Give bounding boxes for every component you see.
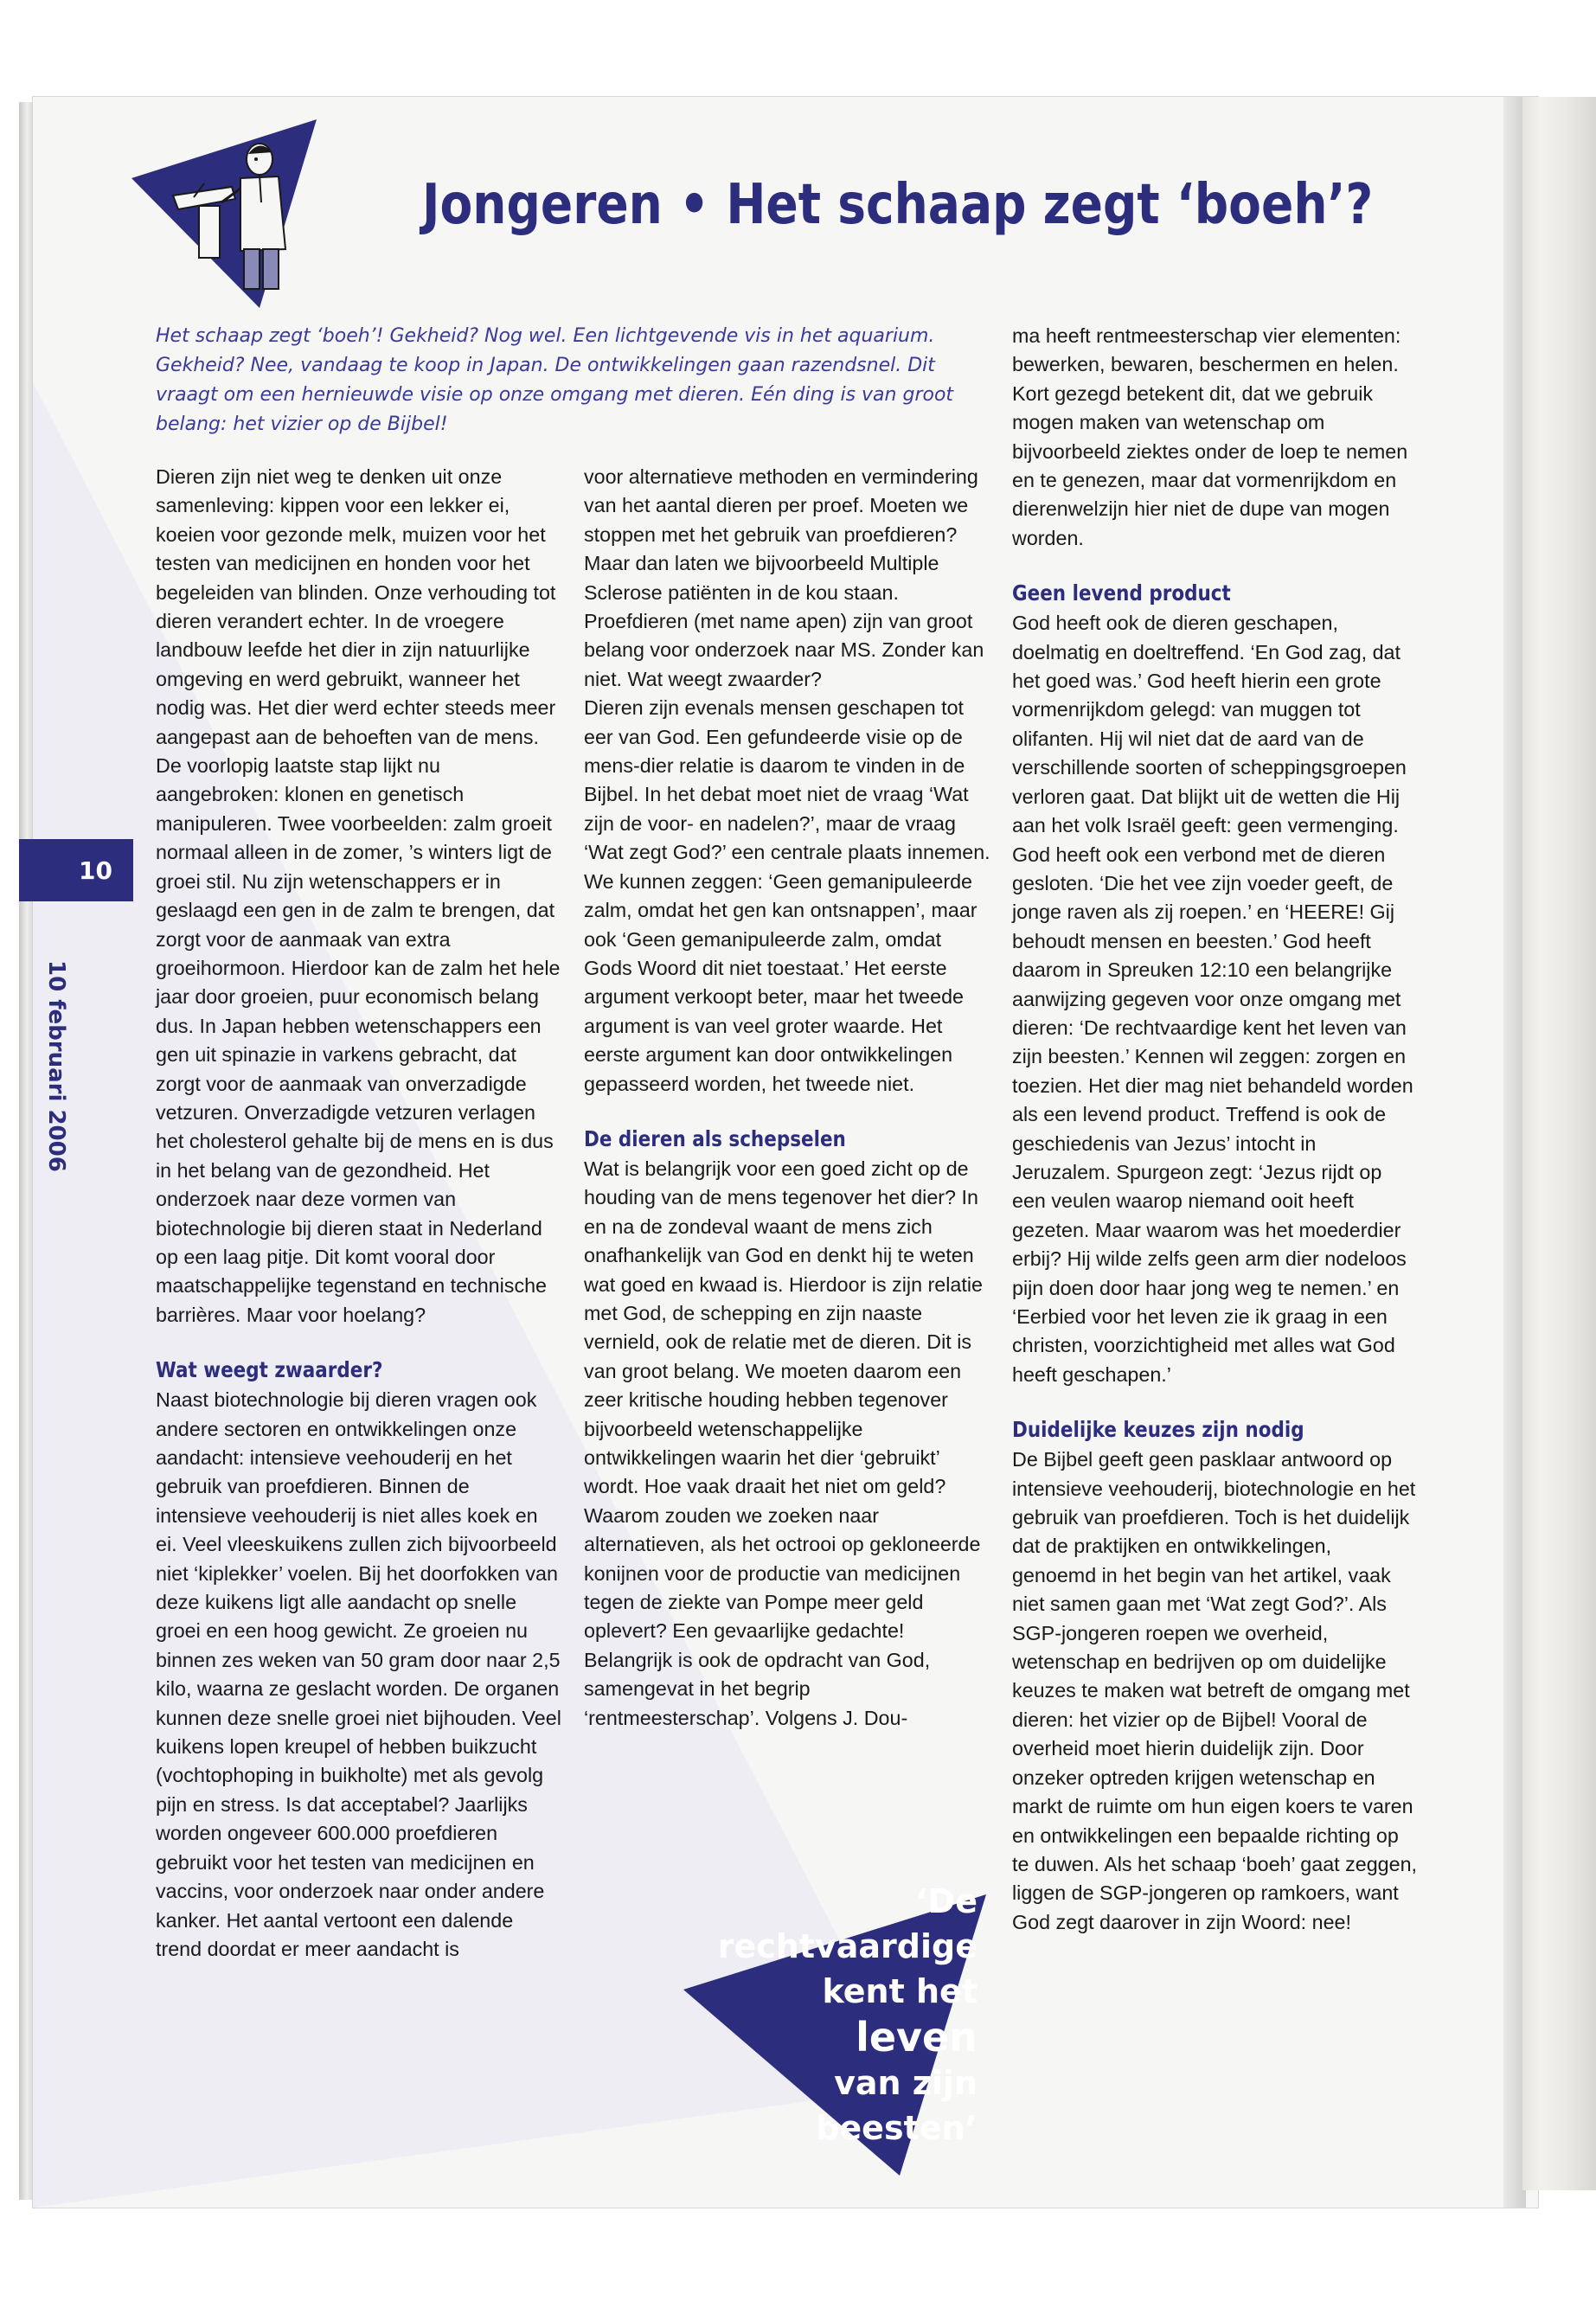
column-3	[1012, 322, 1419, 1937]
paragraph: Naast biotechnologie bij dieren vragen ook andere sectoren en ontwikkelingen onze aandacht: intensieve veehouderij en het gebruik van proefdieren. Binnen de intensieve veehouderij is niet alles koek en ei. Veel vleeskuikens zullen zich bijvoorbeeld niet ‘kiplekker’ voelen. Bij het doorfokken van deze kuikens ligt alle aandacht op snelle groei en een hoog gewicht. Ze groeien nu binnen zes weken van 50 gram door naar 2,5 kilo, waarna ze geslacht worden. De organen kunnen deze snelle groei niet bijhouden. Veel kuikens lopen kreupel of hebben buikzucht (vochtophoping in buikholte) met als gevolg pijn en stress. Is dat acceptabel? Jaarlijks worden ongeveer 600.000 proefdieren gebruikt voor het testen van medicijnen en vaccins, voor onderzoek naar onder andere kanker. Het aantal vertoont een dalende trend doordat er meer aandacht is	[156, 1388, 561, 1960]
pull-quote-line: leven	[856, 2014, 977, 2061]
pull-quote-line: kent het	[822, 1972, 977, 2010]
paragraph: ma heeft rentmeesterschap vier elementen: bewerken, bewaren, beschermen en helen. Kort gezegd betekent dit, dat we gebruik mogen maken van wetenschap om bijvoorbeeld ziektes onder de loep te nemen en te genezen, maar dat vormenrijkdom en dierenwelzijn hier niet de dupe van mogen worden.	[1012, 324, 1408, 549]
article-intro: Het schaap zegt ‘boeh’! Gekheid? Nog wel. Een lichtgevende vis in het aquarium. Gekheid? Nee, vandaag te koop in Japan. De ontwikkelingen gaan razendsnel. Dit vraagt om een hernieuwde visie op onze omgang met dieren. Eén ding is van groot belang: het vizier op de Bijbel!	[156, 325, 954, 435]
subheading: Geen levend product	[1012, 580, 1231, 606]
pull-quote-line: beesten’	[816, 2109, 977, 2147]
speaker-logo-icon	[130, 119, 329, 310]
column-2	[584, 463, 990, 1733]
paragraph: Dieren zijn evenals mensen geschapen tot eer van God. Een gefundeerde visie op de mens-dier relatie is daarom te vinden in de Bijbel. In het debat moet niet de vraag ‘Wat zijn de voor- en nadelen?’, maar de vraag ‘Wat zegt God?’ een centrale plaats innemen. We kunnen zeggen: ‘Geen gemanipuleerde zalm, omdat het gen kan ontsnappen’, maar ook ‘Geen gemanipuleerde zalm, omdat Gods Woord dit niet toestaat.’ Het eerste argument verkoopt beter, maar het tweede argument is van veel groter waarde. Het eerste argument kan door ontwikkelingen gepasseerd worden, het tweede niet.	[584, 696, 990, 1095]
paragraph: De Bijbel geeft geen pasklaar antwoord op intensieve veehouderij, biotechnologie en het gebruik van proefdieren. Toch is het duidelijk dat de praktijken en ontwikkelingen, genoemd in het begin van het artikel, vaak niet samen gaan met ‘Wat zegt God?’. Als SGP-jongeren roepen we overheid, wetenschap en bedrijven op om duidelijke keuzes te maken wat betreft de omgang met dieren: het vizier op de Bijbel! Vooral de overheid moet hierin duidelijk zijn. Door onzeker optreden krijgen wetenschap en markt de ruimte om hun eigen koers te varen en ontwikkelingen een bepaalde richting op te duwen. Als het schaap ‘boeh’ gaat zeggen, liggen de SGP-jongeren op ramkoers, want God zegt daarover in zijn Woord: nee!	[1012, 1448, 1418, 1933]
paragraph: Wat is belangrijk voor een goed zicht op de houding van de mens tegenover het dier? In en na de zondeval waant de mens zich onafhankelijk van God en denkt hij te weten wat goed en kwaad is. Hierdoor is zijn relatie met God, de schepping en zijn naaste vernield, ook de relatie met de dieren. Dit is van groot belang. We moeten daarom een zeer kritische houding hebben tegenover bijvoorbeeld wetenschappelijke ontwikkelingen waarin het dier ‘gebruikt’ wordt. Hoe vaak draait het niet om geld? Waarom zouden we zoeken naar alternatieven, als het octrooi op gekloneerde konijnen voor de productie van medicijnen tegen de ziekte van Pompe meer geld oplevert? Een gevaarlijke gedachte! Belangrijk is ook de opdracht van God, samengevat in het begrip ‘rentmeesterschap’. Volgens J. Dou-	[584, 1157, 983, 1729]
subheading: Wat weegt zwaarder?	[156, 1357, 383, 1383]
pull-quote-line: rechtvaardige	[717, 1927, 977, 1965]
subheading: Duidelijke keuzes zijn nodig	[1012, 1417, 1304, 1443]
paragraph: voor alternatieve methoden en vermindering van het aantal dieren per proef. Moeten we stoppen met het gebruik van proefdieren? Maar dan laten we bijvoorbeeld Multiple Sclerose patiënten in de kou staan. Proefdieren (met name apen) zijn van groot belang voor onderzoek naar MS. Zonder kan niet. Wat weegt zwaarder?	[584, 465, 984, 690]
page-number: 10	[79, 856, 112, 885]
column-1	[156, 463, 562, 1964]
article-title: Jongeren • Het schaap zegt ‘boeh’?	[422, 173, 1374, 237]
pull-quote-line: van zijn	[834, 2064, 977, 2102]
paragraph: Dieren zijn niet weg te denken uit onze samenleving: kippen voor een lekker ei, koeien voor gezonde melk, muizen voor het testen van medicijnen en honden voor het begeleiden van blinden. Onze verhouding tot dieren verandert echter. In de vroegere landbouw leefde het dier in zijn natuurlijke omgeving en werd gebruikt, wanneer het nodig was. Het dier werd echter steeds meer aangepast aan de behoeften van de mens. De voorlopig laatste stap lijkt nu aangebroken: klonen en genetisch manipuleren. Twee voorbeelden: zalm groeit normaal alleen in de zomer, ’s winters ligt de groei stil. Nu zijn wetenschappers er in geslaagd een gen in de zalm te brengen, dat zorgt voor de aanmaak van extra groeihormoon. Hierdoor kan de zalm het hele jaar door groeien, puur economisch belang dus. In Japan hebben wetenschappers een gen uit spinazie in varkens gebracht, dat zorgt voor de aanmaak van onverzadigde vetzuren. Onverzadigde vetzuren verlagen het cholesterol gehalte bij de mens en is dus in het belang van de gezondheid. Het onderzoek naar deze vormen van biotechnologie bij dieren staat in Nederland op een laag pitje. Dit komt vooral door maatschappelijke tegenstand en technische barrières. Maar voor hoelang?	[156, 465, 561, 1326]
issue-date: 10 februari 2006	[43, 960, 69, 1172]
subheading: De dieren als schepselen	[584, 1125, 846, 1151]
pull-quote	[683, 1879, 977, 2150]
pull-quote-line: ‘De	[915, 1882, 977, 1920]
paragraph: God heeft ook de dieren geschapen, doelmatig en doeltreffend. ‘En God zag, dat het goed was.’ God heeft hierin een grote vormenrijkdom gelegd: van muggen tot olifanten. Hij wil niet dat de aard van de verschillende soorten of scheppingsgroepen verloren gaat. Dat blijkt uit de wetten die Hij aan het volk Israël geeft: geen vermenging. God heeft ook een verbond met de dieren gesloten. ‘Die het vee zijn voeder geeft, de jonge raven als zij roepen.’ en ‘HEERE! Gij behoudt mensen en beesten.’ God heeft daarom in Spreuken 12:10 een belangrijke aanwijzing gegeven voor onze omgang met dieren: ‘De rechtvaardige kent het leven van zijn beesten.’ Kennen wil zeggen: zorgen en toezien. Het dier mag niet behandeld worden als een levend product. Treffend is ook de geschiedenis van Jezus’ intocht in Jeruzalem. Spurgeon zegt: ‘Jezus rijdt op een veulen waarop niemand ooit heeft gezeten. Maar waarom was het moederdier erbij? Hij wilde zelfs geen arm dier nodeloos pijn doen door haar jong weg te nemen.’ en ‘Eerbied voor het leven zie ik graag in een christen, voorzichtigheid met alles wat God heeft geschapen.’	[1012, 612, 1413, 1386]
page-number-tab	[19, 839, 133, 901]
